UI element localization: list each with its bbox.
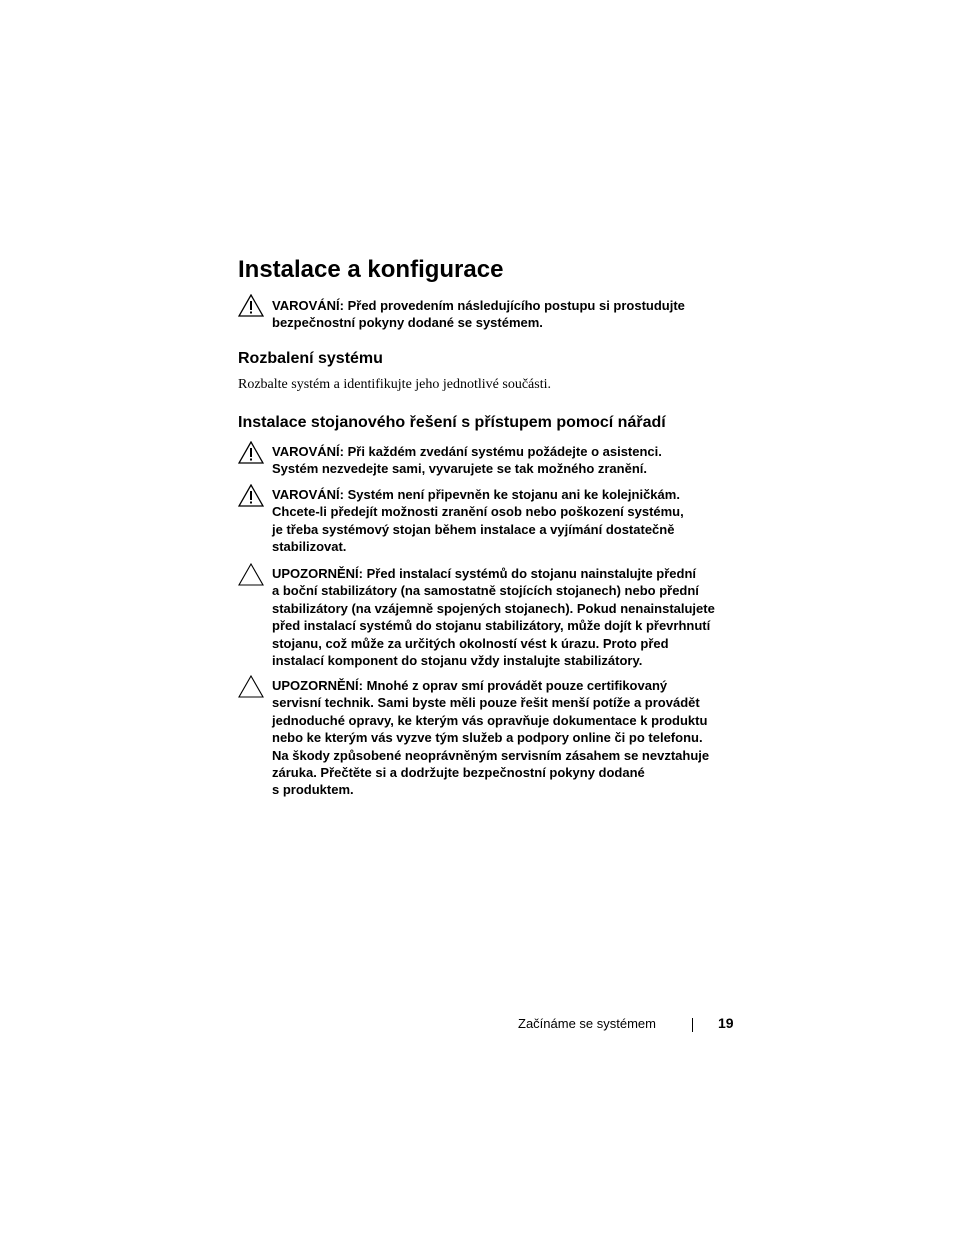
notice-line: je třeba systémový stojan během instalace a vyjímání dostatečně bbox=[272, 521, 675, 537]
section-heading-unpacking: Rozbalení systému bbox=[238, 350, 383, 367]
section-heading-rack-install: Instalace stojanového řešení s přístupem pomocí nářadí bbox=[238, 414, 666, 431]
notice-line: VAROVÁNÍ: Před provedením následujícího postupu si prostudujte bbox=[272, 298, 685, 313]
notice-line: bezpečnostní pokyny dodané se systémem. bbox=[272, 315, 543, 331]
notice-line: UPOZORNĚNÍ: Mnohé z oprav smí provádět pouze certifikovaný bbox=[272, 678, 668, 693]
footer-divider bbox=[692, 1018, 693, 1032]
notice-line: instalací komponent do stojanu vždy instalujte stabilizátory. bbox=[272, 653, 643, 669]
warning-triangle-icon bbox=[238, 294, 264, 317]
caution-triangle-icon bbox=[238, 563, 264, 586]
notice-line: stabilizovat. bbox=[272, 539, 347, 555]
notice-line: jednoduché opravy, ke kterým vás opravňuje dokumentace k produktu bbox=[272, 712, 708, 728]
notice-line: Na škody způsobené neoprávněným servisním zásahem se nevztahuje bbox=[272, 747, 710, 763]
page-number: 19 bbox=[718, 1015, 734, 1031]
notice-line: záruka. Přečtěte si a dodržujte bezpečnostní pokyny dodané bbox=[272, 765, 645, 781]
footer-section-name: Začínáme se systémem bbox=[518, 1016, 656, 1031]
page-title: Instalace a konfigurace bbox=[238, 256, 504, 283]
notice-line: Chcete-li předejít možnosti zranění osob nebo poškození systému, bbox=[272, 504, 684, 520]
notice-line: VAROVÁNÍ: Při každém zvedání systému požádejte o asistenci. bbox=[272, 444, 662, 459]
notice-line: VAROVÁNÍ: Systém není připevněn ke stojanu ani ke kolejničkám. bbox=[272, 487, 680, 502]
warning-triangle-icon bbox=[238, 484, 264, 507]
notice-line: nebo ke kterým vás vyzve tým služeb a podpory online či po telefonu. bbox=[272, 730, 703, 746]
notice-line: a boční stabilizátory (na samostatně stojících stojanech) nebo přední bbox=[272, 583, 699, 599]
warning-triangle-icon bbox=[238, 441, 264, 464]
notice-line: UPOZORNĚNÍ: Před instalací systémů do stojanu nainstalujte přední bbox=[272, 566, 697, 581]
notice-line: servisní technik. Sami byste měli pouze řešit menší potíže a provádět bbox=[272, 695, 700, 711]
notice-line: stojanu, což může za určitých okolností vést k úrazu. Proto před bbox=[272, 635, 669, 651]
notice-line: s produktem. bbox=[272, 782, 354, 798]
notice-line: stabilizátory (na vzájemně spojených stojanech). Pokud nenainstalujete bbox=[272, 600, 715, 616]
section-paragraph: Rozbalte systém a identifikujte jeho jednotlivé součásti. bbox=[238, 377, 551, 392]
notice-line: Systém nezvedejte sami, vyvarujete se tak možného zranění. bbox=[272, 461, 647, 477]
notice-line: před instalací systémů do stojanu stabilizátory, může dojít k převrhnutí bbox=[272, 618, 711, 634]
caution-triangle-icon bbox=[238, 675, 264, 698]
